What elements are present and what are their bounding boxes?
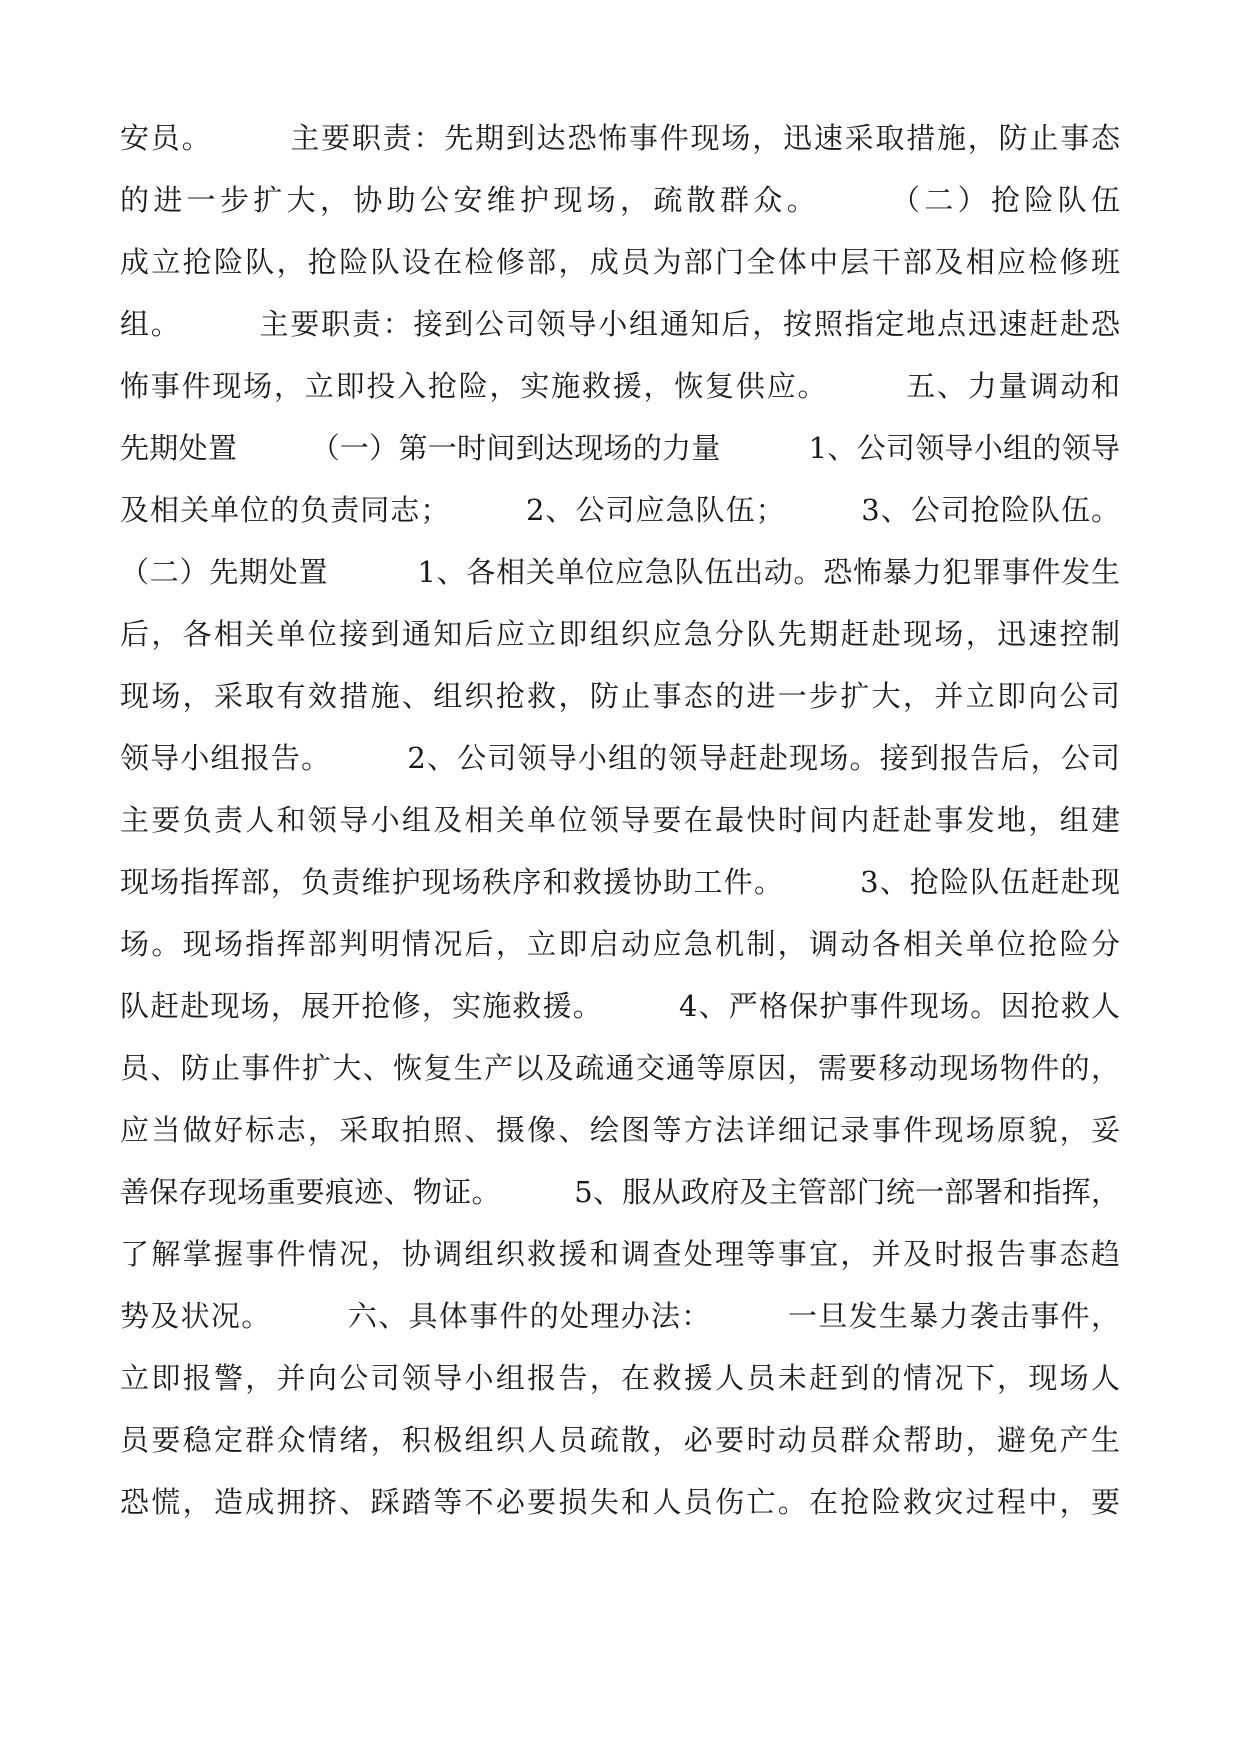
body-text-line: 恐慌，造成拥挤、踩踏等不必要损失和人员伤亡。在抢险救灾过程中，要 bbox=[120, 1485, 1120, 1519]
body-text-line: 现场，采取有效措施、组织抢救，防止事态的进一步扩大，并立即向公司 bbox=[120, 679, 1120, 713]
body-text-line: 善保存现场重要痕迹、物证。 5、服从政府及主管部门统一部署和指挥， bbox=[120, 1175, 1120, 1209]
body-text-line: 主要负责人和领导小组及相关单位领导要在最快时间内赶赴事发地，组建 bbox=[120, 803, 1120, 837]
body-text-line: 员、防止事件扩大、恢复生产以及疏通交通等原因，需要移动现场物件的， bbox=[120, 1051, 1120, 1085]
body-text-line: 成立抢险队，抢险队设在检修部，成员为部门全体中层干部及相应检修班 bbox=[120, 245, 1120, 279]
body-text-line: 了解掌握事件情况，协调组织救援和调查处理等事宜，并及时报告事态趋 bbox=[120, 1237, 1120, 1271]
body-text-line: 的进一步扩大，协助公安维护现场，疏散群众。 （二）抢险队伍 bbox=[120, 183, 1120, 217]
body-text-line: 先期处置 （一）第一时间到达现场的力量 1、公司领导小组的领导 bbox=[120, 431, 1120, 465]
body-text-line: （二）先期处置 1、各相关单位应急队伍出动。恐怖暴力犯罪事件发生 bbox=[120, 555, 1120, 589]
body-text-line: 势及状况。 六、具体事件的处理办法： 一旦发生暴力袭击事件， bbox=[120, 1299, 1120, 1333]
body-text-line: 员要稳定群众情绪，积极组织人员疏散，必要时动员群众帮助，避免产生 bbox=[120, 1423, 1120, 1457]
body-text-line: 后，各相关单位接到通知后应立即组织应急分队先期赶赴现场，迅速控制 bbox=[120, 617, 1120, 651]
body-text-line: 队赶赴现场，展开抢修，实施救援。 4、严格保护事件现场。因抢救人 bbox=[120, 989, 1120, 1023]
body-text-line: 领导小组报告。 2、公司领导小组的领导赶赴现场。接到报告后，公司 bbox=[120, 741, 1120, 775]
body-text-line: 立即报警，并向公司领导小组报告，在救援人员未赶到的情况下，现场人 bbox=[120, 1361, 1120, 1395]
body-text-line: 组。 主要职责：接到公司领导小组通知后，按照指定地点迅速赶赴恐 bbox=[120, 307, 1120, 341]
body-text-line: 安员。 主要职责：先期到达恐怖事件现场，迅速采取措施，防止事态 bbox=[120, 121, 1120, 155]
body-text-line: 及相关单位的负责同志； 2、公司应急队伍； 3、公司抢险队伍。 bbox=[120, 493, 1120, 527]
body-text-line: 现场指挥部，负责维护现场秩序和救援协助工件。 3、抢险队伍赶赴现 bbox=[120, 865, 1120, 899]
body-text-line: 应当做好标志，采取拍照、摄像、绘图等方法详细记录事件现场原貌，妥 bbox=[120, 1113, 1120, 1147]
body-text-line: 怖事件现场，立即投入抢险，实施救援，恢复供应。 五、力量调动和 bbox=[120, 369, 1120, 403]
body-text-line: 场。现场指挥部判明情况后，立即启动应急机制，调动各相关单位抢险分 bbox=[120, 927, 1120, 961]
